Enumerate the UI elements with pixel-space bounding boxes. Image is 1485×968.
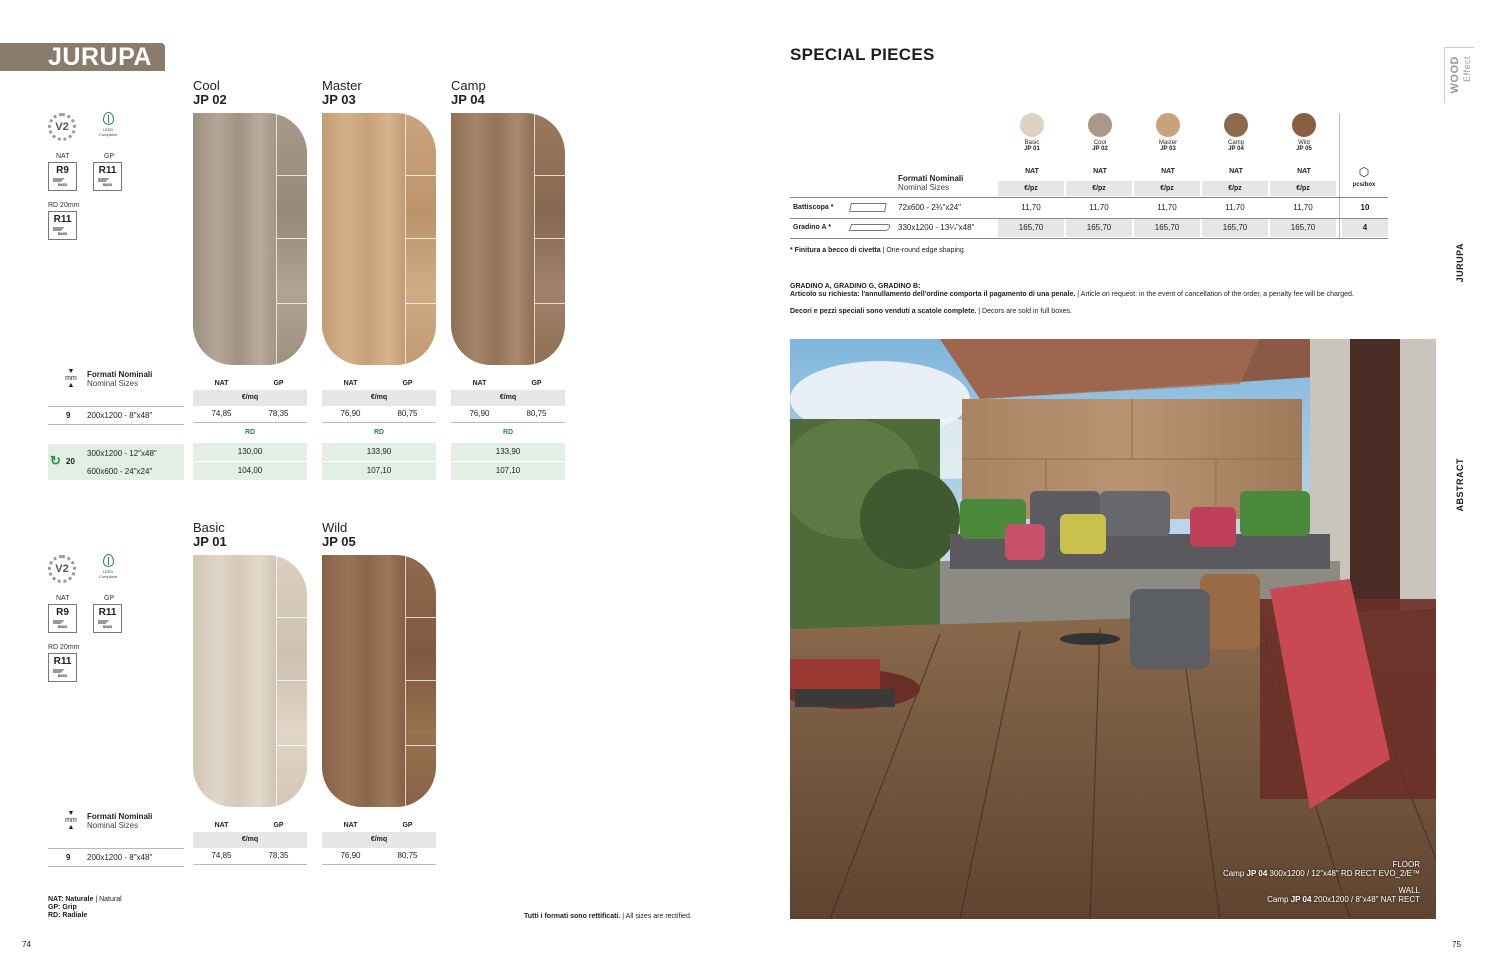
thickness-9-icon: 9 (66, 853, 71, 862)
tile-swatch-basic (193, 555, 307, 807)
size-row-300x1200: 300x1200 - 12"x48" (87, 449, 157, 458)
legend: NAT: Naturale | Natural GP: Grip RD: Radiale (48, 896, 122, 919)
gp-label: GP (104, 153, 115, 160)
divider (48, 848, 184, 849)
thickness-9-icon: 9 (66, 411, 71, 420)
swatch-basic: Basic JP 01 (998, 113, 1066, 152)
leed-icon: LEED Compliant (97, 554, 119, 579)
divider (790, 197, 1388, 198)
pcs-gradino: 4 (1342, 219, 1388, 237)
gp-label: GP (104, 595, 115, 602)
table-row-gradino-prices: 165,70 165,70 165,70 165,70 165,70 (998, 219, 1336, 237)
r11-skid-icon-rd: R11 SKID (48, 211, 77, 240)
side-tab-jurupa[interactable]: JURUPA (1455, 243, 1465, 283)
table-row-gradino: Gradino A * 330x1200 - 13¼"x48" (793, 223, 975, 232)
price-column-master: NAT GP €/mq 76,90 80,75 RD 133,90 107,10 (322, 377, 436, 480)
tile-swatch-camp (451, 113, 565, 365)
nat-label: NAT (56, 595, 70, 602)
mm-icon: ▼ mm ▲ (65, 368, 77, 389)
swatch-wild: Wild JP 05 (1270, 113, 1338, 152)
swatch-master: Master JP 03 (1134, 113, 1202, 152)
decor-note: Decori e pezzi speciali sono venduti a scatole complete. | Decors are sold in full boxes. (790, 308, 1072, 315)
divider (48, 424, 184, 425)
divider (790, 238, 1388, 239)
page-number-right: 75 (1452, 940, 1461, 949)
terrace-ambient-photo (790, 339, 1436, 919)
v2-variation-icon: V2 (48, 555, 76, 583)
photo-caption-floor: FLOOR Camp JP 04 300x1200 / 12"x48" RD RECT EVO_2/E™ (1222, 860, 1420, 878)
product-heading-wild: Wild JP 05 (322, 520, 356, 549)
table-row-battiscopa-prices: 11,70 11,70 11,70 11,70 11,70 (1021, 203, 1313, 212)
finish-note: * Finitura a becco di civetta | One-round edge shaping (790, 247, 964, 254)
price-column-cool: NAT GP €/mq 74,85 78,35 RD 130,00 104,00 (193, 377, 307, 480)
size-row-600x600: 600x600 - 24"x24" (87, 467, 153, 476)
r11-skid-icon: R11 SKID (93, 604, 122, 633)
side-tab-abstract[interactable]: ABSTRACT (1455, 458, 1465, 512)
rd-radial-icon: ↻ (50, 453, 61, 468)
price-column-camp: NAT GP €/mq 76,90 80,75 RD 133,90 107,10 (451, 377, 565, 480)
size-row-200x1200: 200x1200 - 8"x48" (87, 411, 153, 420)
tile-swatch-master (322, 113, 436, 365)
price-column-basic: NAT GP €/mq 74,85 78,35 (193, 819, 307, 865)
terrace-scene-illustration (790, 339, 1436, 919)
nat-label: NAT (56, 153, 70, 160)
rd-20mm-label: RD 20mm (48, 644, 80, 651)
side-tab-wood-effect[interactable]: WOOD Effect (1444, 47, 1474, 103)
r9-skid-icon: R9 SKID (48, 604, 77, 633)
tile-swatch-cool (193, 113, 307, 365)
tile-swatch-wild (322, 555, 436, 807)
swatch-camp: Camp JP 04 (1202, 113, 1270, 152)
divider (48, 866, 184, 867)
divider (1339, 113, 1340, 239)
pcs-box-icon: ⬡ pcs/box (1352, 165, 1376, 188)
rectified-note: Tutti i formati sono rettificati. | All sizes are rectified. (524, 913, 692, 920)
mm-icon: ▼ mm ▲ (65, 810, 77, 831)
photo-caption-wall: WALL Camp JP 04 200x1200 / 8"x48" NAT RECT (1267, 886, 1420, 904)
leed-icon: LEED Compliant (97, 112, 119, 137)
unit-header-row: €/pz €/pz €/pz €/pz €/pz (998, 181, 1336, 196)
nat-header-row: NAT NAT NAT NAT NAT (1025, 168, 1311, 175)
gradino-note: GRADINO A, GRADINO G, GRADINO B: Articolo su richiesta: l'annullamento dell'ordine comporta il pagamento di una penale. | Article on request: in the event of cancellation of the order, a penalty fee will be charged. (790, 283, 1354, 298)
product-heading-camp: Camp JP 04 (451, 78, 486, 107)
r11-skid-icon: R11 SKID (93, 162, 122, 191)
product-heading-master: Master JP 03 (322, 78, 362, 107)
r11-skid-icon-rd: R11 SKID (48, 653, 77, 682)
sizes-heading: Formati Nominali Nominal Sizes (87, 370, 153, 388)
sizes-heading: Formati Nominali Nominal Sizes (87, 812, 153, 830)
pcs-battiscopa: 10 (1360, 203, 1370, 212)
rd-20mm-label: RD 20mm (48, 202, 80, 209)
product-heading-cool: Cool JP 02 (193, 78, 227, 107)
page-number-left: 74 (22, 940, 31, 949)
thickness-20-icon: 20 (66, 457, 75, 466)
table-row-battiscopa: Battiscopa * 72x600 - 2¾"x24" (793, 203, 962, 212)
price-column-wild: NAT GP €/mq 76,90 80,75 (322, 819, 436, 865)
size-row-200x1200: 200x1200 - 8"x48" (87, 853, 153, 862)
v2-variation-icon: V2 (48, 113, 76, 141)
product-heading-basic: Basic JP 01 (193, 520, 227, 549)
baseboard-profile-icon (849, 203, 887, 212)
special-sizes-heading: Formati Nominali Nominal Sizes (898, 174, 964, 192)
swatch-cool: Cool JP 02 (1066, 113, 1134, 152)
step-profile-icon (849, 224, 892, 231)
special-swatch-row (998, 113, 1338, 152)
divider (48, 406, 184, 407)
r9-skid-icon: R9 SKID (48, 162, 77, 191)
collection-title: JURUPA (0, 43, 165, 71)
special-pieces-title: SPECIAL PIECES (790, 45, 935, 64)
